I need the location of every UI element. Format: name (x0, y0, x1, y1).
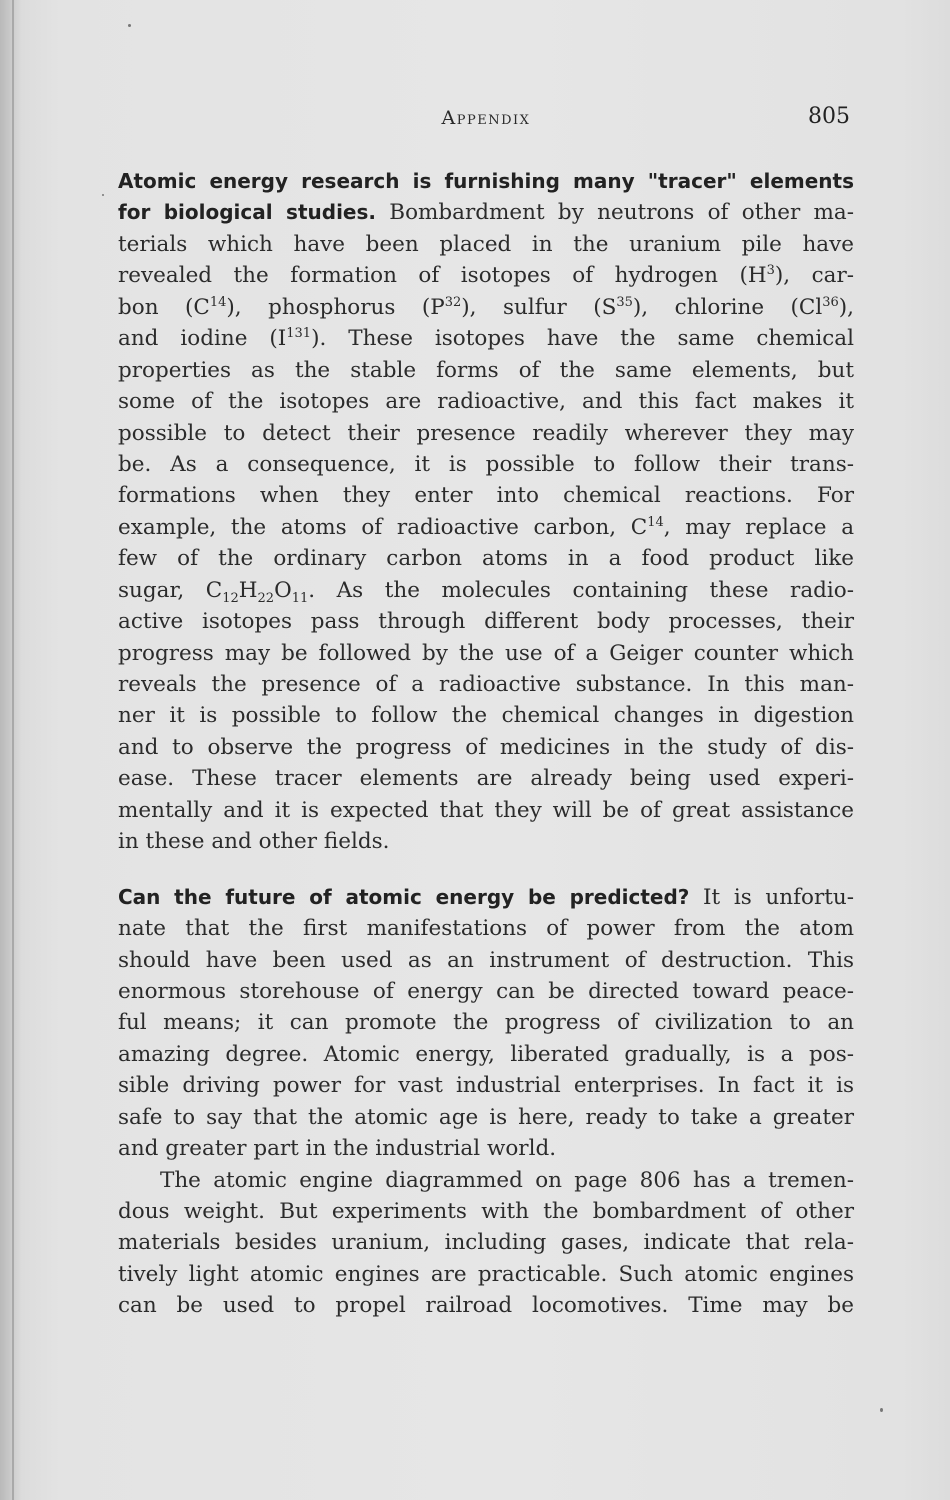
text-line: The atomic engine diagrammed on page 806 has a tremen- (160, 1167, 854, 1193)
text-line: some of the isotopes are radioactive, and this fact makes it (118, 389, 854, 415)
text-line: Can the future of atomic energy be predicted? It is unfortu- (118, 884, 854, 910)
text-line: tively light atomic engines are practicable. Such atomic engines (118, 1261, 854, 1287)
section-heading: for biological studies. (118, 200, 376, 225)
section-gap (118, 858, 854, 882)
text-line (118, 166, 854, 197)
text-line: reveals the presence of a radioactive substance. In this man- (118, 672, 854, 697)
text-line: nate that the first manifestations of power from the atom (118, 916, 854, 942)
text-line: enormous storehouse of energy can be directed toward peace- (118, 978, 854, 1004)
text-line: should have been used as an instrument of destruction. This (118, 947, 854, 973)
text-line: and iodine $(I^{131})$. These isotopes have the same chemical (118, 326, 855, 352)
paper-speck (128, 24, 131, 27)
page-number: 805 (808, 104, 850, 129)
text-line: few of the ordinary carbon atoms in a food product like (118, 546, 854, 572)
body-text (118, 166, 854, 1322)
text-line: terials which have been placed in the uranium pile have (118, 231, 854, 257)
section-heading: Can the future of atomic energy be predicted? (118, 884, 690, 909)
text-line: mentally and it is expected that they will be of great assistance (118, 797, 854, 823)
text-line: active isotopes pass through different body processes, their (118, 609, 854, 635)
text-line: dous weight. But experiments with the bombardment of other (118, 1199, 854, 1224)
paper-speck (880, 1408, 883, 1412)
text-line: properties as the stable forms of the same elements, but (118, 357, 854, 383)
text-line: ful means; it can promote the progress of civilization to an (118, 1010, 854, 1036)
text-line: for biological studies. Bombardment by neutrons of other ma- (118, 200, 854, 226)
text-line: ner it is possible to follow the chemical changes in digestion (118, 703, 854, 729)
paper-speck (102, 194, 104, 196)
text-line: sugar, $C_{12}H_{22}O_{11}$. As the molecules containing these radio- (118, 577, 854, 606)
text-line: example, the atoms of radioactive carbon, $C^{14}$, may replace a (118, 514, 855, 540)
text-line: ease. These tracer elements are already being used experi- (118, 766, 854, 792)
text-line: in these and other fields. (118, 829, 390, 855)
binding-gutter (12, 0, 14, 1500)
text-line: formations when they enter into chemical reactions. For (118, 483, 854, 509)
text-line: possible to detect their presence readily wherever they may (118, 420, 854, 446)
text-line: bon $(C^{14})$, phosphorus $(P^{32})$, sulfur $(S^{35})$, chlorine (Cl$^{36}$), (118, 294, 854, 320)
text-line: can be used to propel railroad locomotives. Time may be (118, 1293, 854, 1319)
text-line: amazing degree. Atomic energy, liberated gradually, is a pos- (118, 1041, 854, 1067)
section-heading: Atomic energy research is furnishing many "tracer" elements (118, 169, 854, 193)
text-line: progress may be followed by the use of a Geiger counter which (118, 640, 854, 666)
text-line: be. As a consequence, it is possible to follow their trans- (118, 451, 854, 477)
running-title: Appendix (441, 107, 531, 129)
text-line: revealed the formation of isotopes of hydrogen $(H^3)$, car- (118, 263, 854, 289)
text-line: and to observe the progress of medicines in the study of dis- (118, 734, 854, 760)
text-line: materials besides uranium, including gases, indicate that rela- (118, 1230, 854, 1256)
running-head (118, 104, 854, 134)
text-line: sible driving power for vast industrial enterprises. In fact it is (118, 1073, 854, 1099)
text-line: safe to say that the atomic age is here, ready to take a greater (118, 1104, 854, 1130)
text-line: and greater part in the industrial world. (118, 1136, 557, 1162)
